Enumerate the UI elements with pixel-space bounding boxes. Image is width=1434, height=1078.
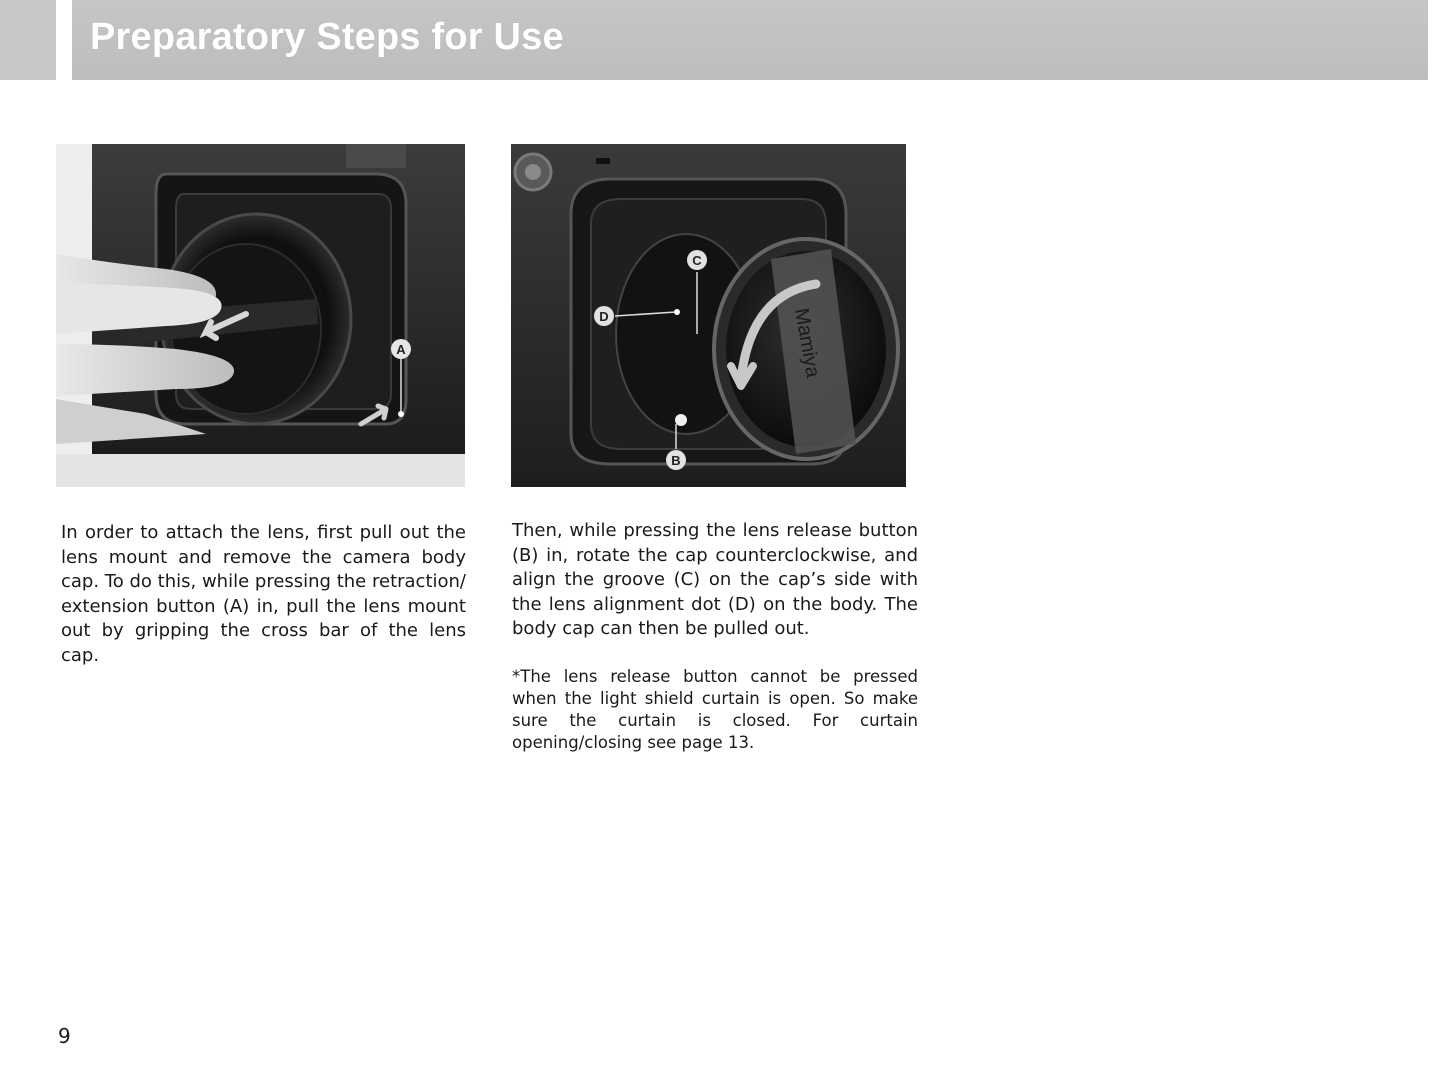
header-left-block [0,0,56,80]
callout-d: D [599,309,609,324]
header-bar [72,0,1428,80]
body-cap-rotation-photo [511,144,906,487]
callout-b: B [671,453,681,468]
callout-a: A [396,342,406,357]
lens-extension-photo [56,144,465,487]
curtain-note: *The lens release button cannot be pressed when the light shield curtain is open. So make sure the curtain is closed. For curtain opening/closing see page 13. [512,667,918,752]
right-paragraph: Then, while pressing the lens release button (B) in, rotate the cap counterclockwise, and align the groove (C) on the cap’s side with the lens alignment dot (D) on the body. The body cap can then be pulled out. [512,520,918,639]
page-title: Preparatory Steps for Use [90,16,564,58]
left-paragraph: In order to attach the lens, first pull out the lens mount and remove the camera body cap. To do this, while pressing the retraction/ extension button (A) in, pull the lens mount out by gripping the cross bar of the lens cap. [61,522,466,666]
cap-lettering: Mamiya [789,306,824,380]
callout-c: C [692,253,702,268]
page-number: 9 [58,1024,71,1048]
